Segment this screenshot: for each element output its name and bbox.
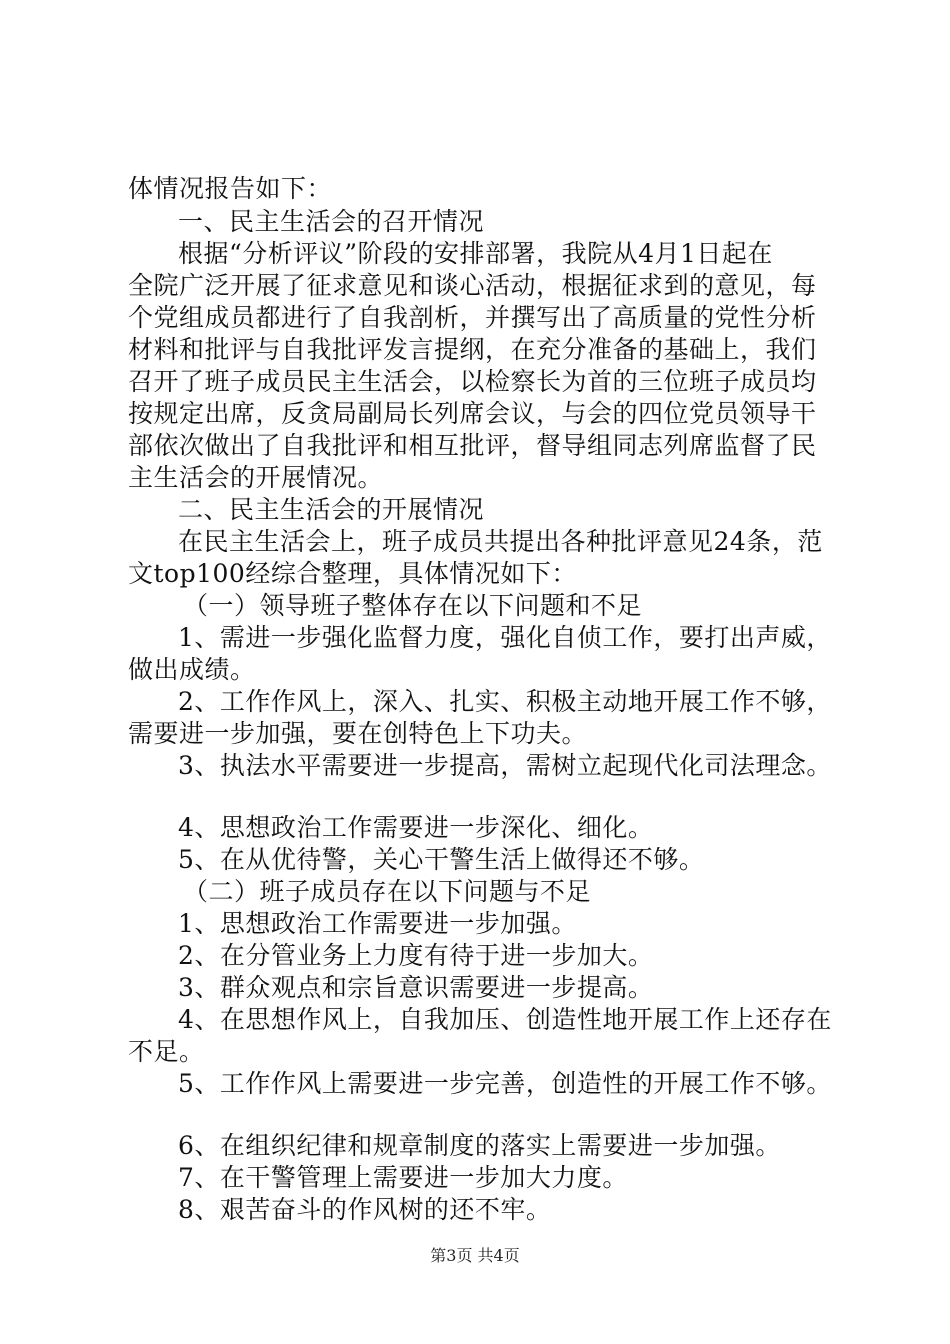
list-item: 5、在从优待警，关心干警生活上做得还不够。 xyxy=(178,845,705,874)
body-text-line: 材料和批评与自我批评发言提纲，在充分准备的基础上，我们 xyxy=(128,335,817,364)
list-item: 1、需进一步强化监督力度，强化自侦工作，要打出声威， xyxy=(178,623,832,652)
list-item: 5、工作作风上需要进一步完善，创造性的开展工作不够。 xyxy=(178,1069,832,1098)
body-text-line: 文top100经综合整理，具体情况如下： xyxy=(128,559,577,588)
list-item: 1、思想政治工作需要进一步加强。 xyxy=(178,909,577,938)
list-item: 8、艰苦奋斗的作风树的还不牢。 xyxy=(178,1195,552,1224)
list-item: 4、思想政治工作需要进一步深化、细化。 xyxy=(178,813,654,842)
list-item: 3、群众观点和宗旨意识需要进一步提高。 xyxy=(178,973,654,1002)
body-text-line: 体情况报告如下： xyxy=(128,174,333,203)
section-heading: 一、民主生活会的召开情况 xyxy=(178,207,485,236)
list-item-continuation: 不足。 xyxy=(128,1037,205,1066)
body-text-line: 按规定出席，反贪局副局长列席会议，与会的四位党员领导干 xyxy=(128,399,817,428)
page-number-footer: 第3页 共4页 xyxy=(430,1246,520,1265)
list-item: 4、在思想作风上，自我加压、创造性地开展工作上还存在 xyxy=(178,1005,832,1034)
body-text-line: 全院广泛开展了征求意见和谈心活动，根据征求到的意见，每 xyxy=(128,271,817,300)
body-text-line: 召开了班子成员民主生活会，以检察长为首的三位班子成员均 xyxy=(128,367,817,396)
body-text-line: 在民主生活会上，班子成员共提出各种批评意见24条，范 xyxy=(178,527,823,556)
body-text-line: 主生活会的开展情况。 xyxy=(128,463,384,492)
list-item-continuation: 做出成绩。 xyxy=(128,655,256,684)
list-item: 2、工作作风上，深入、扎实、积极主动地开展工作不够， xyxy=(178,687,832,716)
subsection-heading: （二）班子成员存在以下问题与不足 xyxy=(183,877,592,906)
body-text-line: 部依次做出了自我批评和相互批评，督导组同志列席监督了民 xyxy=(128,431,817,460)
body-text-line: 个党组成员都进行了自我剖析，并撰写出了高质量的党性分析 xyxy=(128,303,817,332)
list-item-continuation: 需要进一步加强，要在创特色上下功夫。 xyxy=(128,719,588,748)
section-heading: 二、民主生活会的开展情况 xyxy=(178,495,485,524)
list-item: 6、在组织纪律和规章制度的落实上需要进一步加强。 xyxy=(178,1131,781,1160)
body-text-line: 根据“分析评议”阶段的安排部署，我院从4月1日起在 xyxy=(178,239,773,268)
list-item: 2、在分管业务上力度有待于进一步加大。 xyxy=(178,941,654,970)
subsection-heading: （一）领导班子整体存在以下问题和不足 xyxy=(183,591,643,620)
list-item: 7、在干警管理上需要进一步加大力度。 xyxy=(178,1163,628,1192)
list-item: 3、执法水平需要进一步提高，需树立起现代化司法理念。 xyxy=(178,751,832,780)
